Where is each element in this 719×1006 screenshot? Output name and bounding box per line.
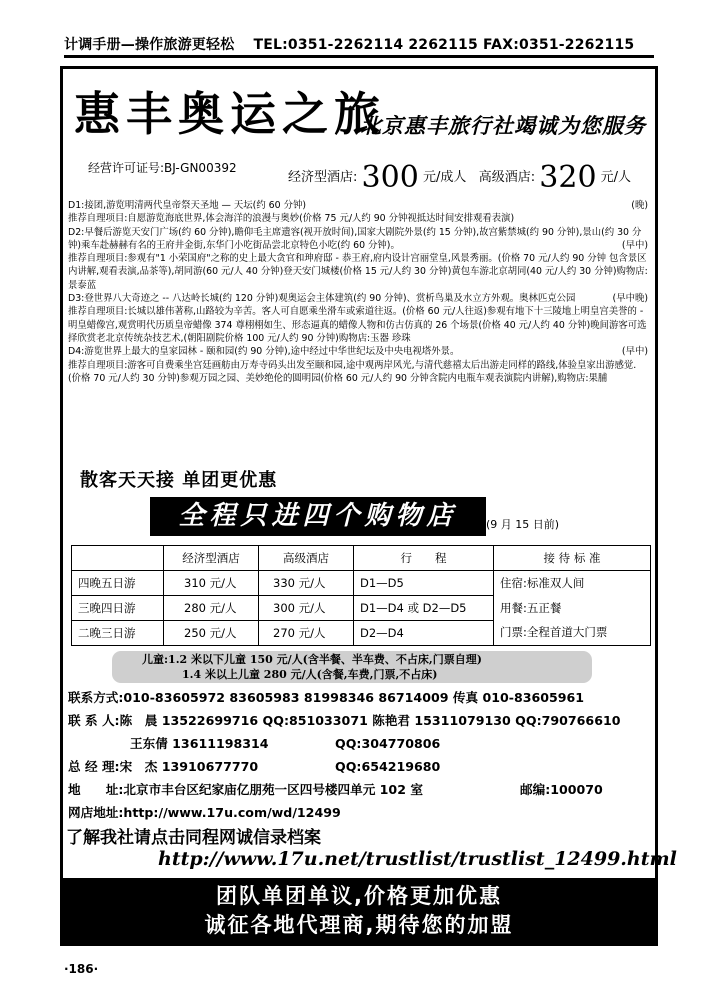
price-table — [71, 545, 651, 646]
table-cell: 270 元/人 — [259, 621, 354, 646]
itinerary-day4-optional: 推荐自理项目:游客可自费乘坐宫廷画舫由万寿寺码头出发至颐和园,途中观两岸风光,与清代慈禧太后出游走同样的路线,体验皇家出游感觉.(价格 70 元/人约 30 分钟)参观万园之园、美妙绝伦的圆明园(价格 60 元/人约 90 分钟含院内电瓶车观表演院内讲解),购物店:果脯 — [68, 359, 637, 384]
itinerary — [68, 199, 648, 385]
table-cell: D1—D4 或 D2—D5 — [354, 596, 494, 621]
contact-person: 联 系 人:陈 晨 13522699716 QQ:851033071 陈艳君 15311079130 QQ:790766610 — [68, 713, 621, 728]
table-cell: 330 元/人 — [259, 571, 354, 596]
bottom-banner-line: 团队单团单议,价格更加优惠 — [216, 884, 502, 908]
service-item: 用餐:五正餐 — [500, 600, 562, 615]
itinerary-day3-optional: 推荐自理项目:长城以雄伟著称,山路较为辛苦。客人可自愿乘坐滑车或索道往返。(价格 60 元/人往返)参观有地下十三陵地上明皇宫美誉的 - 明皇蜡像宫,观赏明代历质皇帝蜡像 374 尊栩栩如生、形态逼真的蜡像人物和仿古仿真的 26 个场景(价格 40 元/人约 40 分钟)晚间游客可选择欣赏老北京传统杂技艺术,(朝阳剧院价格 100 元/人约 90 分钟)购物店:玉器 珍珠 — [68, 306, 647, 344]
day2-meals: (早中) — [621, 239, 648, 251]
table-header: 高级酒店 — [259, 546, 354, 571]
itinerary-day1-optional: 推荐自理项目:自愿游览海底世界,体会海洋的浪漫与奥妙(价格 75 元/人约 90 分钟视抵达时间安排观看表演) — [68, 213, 515, 225]
header-rule — [64, 55, 654, 58]
economy-unit: 元/成人 — [422, 170, 467, 185]
bottom-banner-line: 诚征各地代理商,期待您的加盟 — [204, 913, 514, 937]
shopping-banner: 全程只进四个购物店 — [150, 497, 486, 536]
premium-label: 高级酒店: — [478, 170, 536, 185]
trust-url-link[interactable]: http://www.17u.net/trustlist/trustlist_12499.html — [158, 848, 677, 870]
itinerary-day2: D2:早餐后游览天安门广场(约 60 分钟),瞻仰毛主席遗容(视开放时间),国家大剧院外景(约 15 分钟),故宫紫禁城(约 90 分钟),景山(约 30 分钟)乘车赴赫赫有名的王府井金街,东华门小吃街品尝北京特色小吃(约 60 分钟)。 (早中) — [68, 226, 648, 251]
header-contact: TEL:0351-2262114 2262115 FAX:0351-2262115 — [253, 37, 635, 53]
contact-phones: 联系方式:010-83605972 83605983 81998346 86714009 传真 010-83605961 — [68, 690, 585, 705]
table-cell: D1—D5 — [354, 571, 494, 596]
general-manager: 总 经 理:宋 杰 13910677770 QQ:654219680 — [68, 759, 441, 774]
day3-meals: (早中晚) — [612, 293, 648, 305]
table-header: 接 待 标 准 — [494, 546, 651, 571]
table-header: 经济型酒店 — [164, 546, 259, 571]
itinerary-day2-optional: 推荐自理项目:参观有"1 小荣国府"之称的史上最大贪官和珅府邸 - 恭王府,府内设计宫丽堂皇,风景秀丽。(价格 70 元/人约 90 分钟 包含景区内讲解,观看表演,品茶等),胡同游(60 元/人 40 分钟)登天安门城楼(价格 15 元/人约 30 分钟)黄包车游北京胡同(40 元/人约 30 分钟)购物店:景泰蓝 — [68, 253, 648, 291]
table-row — [72, 571, 651, 596]
table-cell: 四晚五日游 — [72, 571, 164, 596]
table-header-row — [72, 546, 651, 571]
child-price-line: 儿童:1.2 米以下儿童 150 元/人(含半餐、半车费、不占床,门票自理) — [142, 653, 482, 666]
contact-person-2: 王东倩 13611198314 QQ:304770806 — [130, 736, 441, 751]
bottom-banner — [62, 878, 656, 944]
economy-label: 经济型酒店: — [288, 170, 358, 185]
itinerary-day1: (晚) D1:接团,游览明清两代皇帝祭天圣地 — 天坛(约 60 分钟) — [68, 200, 648, 211]
table-cell: 250 元/人 — [164, 621, 259, 646]
itinerary-day3: D3:登世界八大奇迹之 -- 八达岭长城(约 120 分钟)观奥运会主体建筑(约 90 分钟)、赏析鸟巢及水立方外观。奥林匹克公园 (早中晚) — [68, 293, 648, 305]
address-line: 地 址:北京市丰台区纪家庙亿朋苑一区四号楼四单元 102 室 邮编:100070 — [68, 782, 603, 797]
premium-price: 320 — [539, 160, 597, 195]
economy-price: 300 — [361, 160, 419, 195]
website-link[interactable]: 网店地址:http://www.17u.com/wd/12499 — [68, 805, 341, 820]
child-price-line: 1.4 米以上儿童 280 元/人(含餐,车费,门票,不占床) — [182, 668, 438, 681]
table-cell: 300 元/人 — [259, 596, 354, 621]
price-summary — [288, 160, 631, 195]
license-number: 经营许可证号:BJ-GN00392 — [88, 161, 237, 175]
table-cell: 三晚四日游 — [72, 596, 164, 621]
brand-name: 惠丰奥运之旅 — [74, 87, 386, 141]
page-number: ·186· — [64, 962, 99, 976]
table-cell: 310 元/人 — [164, 571, 259, 596]
service-item: 门票:全程首道大门票 — [500, 625, 608, 639]
promo-headline: 散客天天接 单团更优惠 — [80, 470, 278, 491]
premium-unit: 元/人 — [600, 170, 632, 185]
service-item: 住宿:标准双人间 — [500, 576, 585, 590]
table-cell: 二晚三日游 — [72, 621, 164, 646]
service-standards — [494, 571, 651, 646]
trust-tip: 了解我社请点击同程网诚信录档案 — [66, 828, 321, 848]
brand-slogan: 北京惠丰旅行社竭诚为您服务 — [360, 114, 646, 138]
header-title: 计调手册—操作旅游更轻松 — [64, 37, 235, 53]
day4-meals: (早中) — [621, 346, 648, 358]
postcode: 邮编:100070 — [520, 782, 603, 797]
page-header — [64, 34, 654, 54]
table-cell: 280 元/人 — [164, 596, 259, 621]
table-header — [72, 546, 164, 571]
itinerary-day4: (早中) D4:游览世界上最大的皇家园林 - 颐和园(约 90 分钟),途中经过中华世纪坛及中央电视塔外景。 — [68, 346, 648, 358]
day1-meals: (晚) — [631, 200, 648, 211]
contact-block — [68, 686, 620, 824]
child-pricing — [112, 651, 592, 683]
table-cell: D2—D4 — [354, 621, 494, 646]
table-header: 行 程 — [354, 546, 494, 571]
banner-date: (9 月 15 日前) — [486, 518, 560, 531]
